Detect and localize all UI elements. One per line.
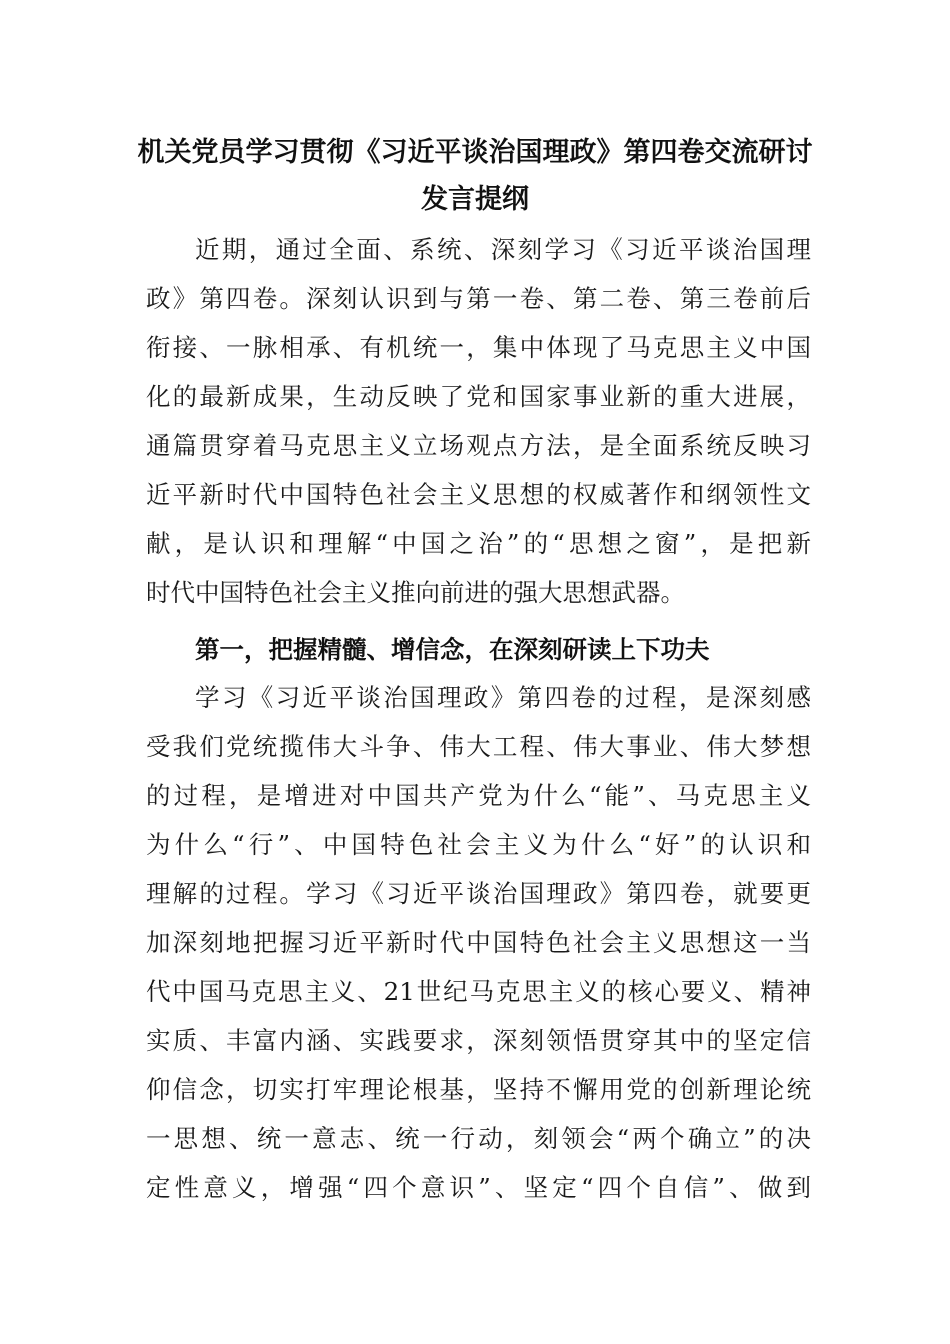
paragraph-line: 一思想、统一意志、统一行动，刻领会“两个确立”的决 (146, 1124, 811, 1153)
paragraph-line: 时代中国特色社会主义推向前进的强大思想武器。 (146, 578, 685, 607)
paragraph-line: 衔接、一脉相承、有机统一，集中体现了马克思主义中国 (146, 333, 811, 362)
paragraph-line: 献，是认识和理解“中国之治”的“思想之窗”，是把新 (146, 529, 811, 558)
paragraph-line: 仰信念，切实打牢理论根基，坚持不懈用党的创新理论统 (146, 1075, 811, 1104)
paragraph-line: 学习《习近平谈治国理政》第四卷的过程，是深刻感 (195, 683, 811, 712)
paragraph-line: 受我们党统揽伟大斗争、伟大工程、伟大事业、伟大梦想 (146, 732, 811, 761)
document-title-line-2: 发言提纲 (421, 184, 529, 215)
paragraph-line: 为什么“行”、中国特色社会主义为什么“好”的认识和 (146, 830, 811, 859)
paragraph-line: 定性意义，增强“四个意识”、坚定“四个自信”、做到 (146, 1173, 811, 1202)
paragraph-line: 代中国马克思主义、21世纪马克思主义的核心要义、精神 (146, 977, 811, 1006)
paragraph-line: 实质、丰富内涵、实践要求，深刻领悟贯穿其中的坚定信 (146, 1026, 811, 1055)
paragraph-line: 通篇贯穿着马克思主义立场观点方法，是全面系统反映习 (146, 431, 811, 460)
intro-paragraph (146, 225, 811, 617)
document-title-line-1: 机关党员学习贯彻《习近平谈治国理政》第四卷交流研讨 (137, 137, 813, 168)
section1-paragraph (146, 673, 811, 1212)
paragraph-line: 加深刻地把握习近平新时代中国特色社会主义思想这一当 (146, 928, 811, 957)
paragraph-line: 近期，通过全面、系统、深刻学习《习近平谈治国理 (195, 235, 811, 264)
paragraph-line: 近平新时代中国特色社会主义思想的权威著作和纲领性文 (146, 480, 811, 509)
section-heading: 第一，把握精髓、增信念，在深刻研读上下功夫 (195, 635, 710, 664)
paragraph-line: 理解的过程。学习《习近平谈治国理政》第四卷，就要更 (146, 879, 811, 908)
paragraph-line: 的过程，是增进对中国共产党为什么“能”、马克思主义 (146, 781, 811, 810)
paragraph-line: 化的最新成果，生动反映了党和国家事业新的重大进展， (146, 382, 811, 411)
paragraph-line: 政》第四卷。深刻认识到与第一卷、第二卷、第三卷前后 (146, 284, 811, 313)
